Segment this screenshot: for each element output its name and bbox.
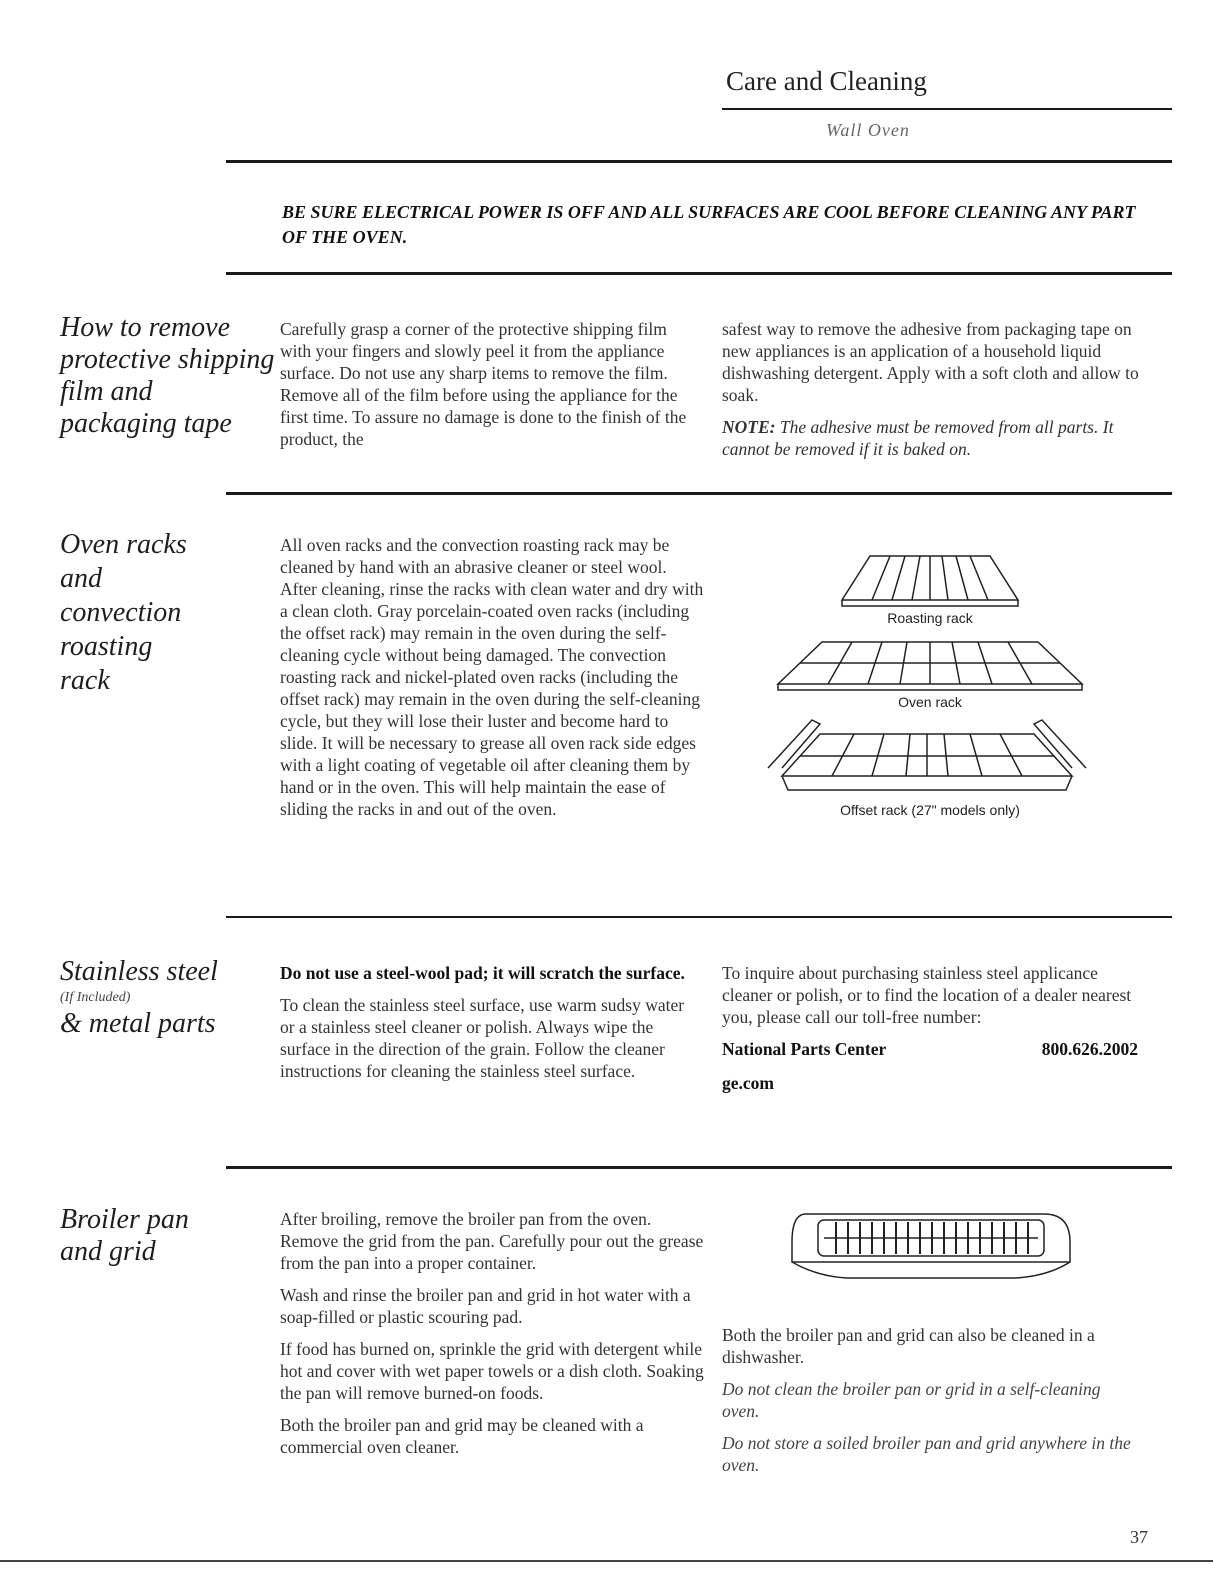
racks-title-line: rack [60,665,110,696]
broiler-col2 [722,1324,1142,1486]
racks-section-title [60,528,260,698]
film-col2 [722,318,1152,470]
roasting-rack-caption: Roasting rack [887,610,973,626]
stainless-body: To clean the stainless steel surface, use warm sudsy water or a stainless steel cleaner or polish. Always wipe the surface in the direction of the grain. Follow the cleaner instructions for cleaning the stainless steel surface. [280,995,685,1081]
broiler-title-line: Broiler pan [60,1204,189,1235]
racks-title-line: convection [60,597,182,628]
film-col2-text: safest way to remove the adhesive from packaging tape on new appliances is an application of a household liquid dishwashing detergent. Apply with a soft cloth and allow to soak. [722,319,1139,405]
page-bottom-rule [0,1560,1213,1562]
safety-warning: BE SURE ELECTRICAL POWER IS OFF AND ALL SURFACES ARE COOL BEFORE CLEANING ANY PART OF THE OVEN. [282,202,1136,247]
note-label: NOTE: [722,417,776,437]
film-title-line: How to remove [60,312,231,343]
section-divider [226,492,1172,495]
stainless-col2 [722,962,1138,1104]
broiler-col2-text: Both the broiler pan and grid can also be cleaned in a dishwasher. [722,1325,1095,1367]
film-note [722,416,1152,460]
contact-phone: 800.626.2002 [1041,1039,1138,1059]
broiler-p4: Both the broiler pan and grid may be cleaned with a commercial oven cleaner. [280,1415,644,1457]
stainless-col2-text: To inquire about purchasing stainless steel applicance cleaner or polish, or to find the location of a dealer nearest you, please call our toll-free number: [722,963,1132,1027]
section-divider [226,1166,1172,1169]
section-divider [226,272,1172,275]
roasting-rack-illustration [830,548,1030,610]
film-title-line: film and [60,376,153,407]
stainless-title-line: Stainless steel [60,956,218,987]
racks-body: All oven racks and the convection roasting rack may be cleaned by hand with an abrasive cleaner or steel wool. After cleaning, rinse the racks with clean water and dry with a clean cloth. Gray porcelain-coated oven racks (including the offset rack) may remain in the oven during the self-cleaning cycle without being damaged. The convection roasting rack and nickel-plated oven racks (including the offset rack) may remain in the oven during the self-cleaning cycle, but they will lose their luster and become hard to slide. It will be necessary to grease all oven rack side edges with a light coating of vegetable oil after cleaning them by hand or in the oven. This will help maintain the ease of sliding the racks in and out of the oven. [280,535,704,819]
film-col1: Carefully grasp a corner of the protective shipping film with your fingers and slowly peel it from the appliance surface. Do not use any sharp items to remove the film. Remove all of the film before using the appliance for the first time. To assure no damage is done to the finish of the product, the [280,319,687,449]
page-number: 37 [1130,1527,1148,1547]
broiler-col1 [280,1208,705,1468]
broiler-section-title [60,1204,260,1268]
oven-rack-illustration [772,636,1088,692]
section-divider [226,160,1172,163]
film-title-line: protective shipping [60,344,275,375]
page-subtitle: Wall Oven [826,120,910,140]
offset-rack-caption: Offset rack (27" models only) [840,802,1020,818]
broiler-italic-note: Do not store a soiled broiler pan and grid anywhere in the oven. [722,1433,1131,1475]
title-rule [722,108,1172,110]
film-title-line: packaging tape [60,408,232,439]
page-title: Care and Cleaning [726,66,927,96]
stainless-col1 [280,962,700,1092]
racks-title-line: Oven racks [60,529,187,560]
broiler-p2: Wash and rinse the broiler pan and grid in hot water with a soap-filled or plastic scouring pad. [280,1285,691,1327]
contact-name: National Parts Center [722,1039,887,1059]
broiler-title-line: and grid [60,1236,156,1267]
racks-title-line: and [60,563,102,594]
stainless-title-line: & metal parts [60,1008,216,1039]
stainless-section-title [60,956,280,1040]
offset-rack-illustration [762,716,1092,800]
website: ge.com [722,1073,774,1093]
oven-rack-caption: Oven rack [898,694,962,710]
stainless-title-note: (If Included) [60,990,131,1005]
contact-row [722,1038,1138,1060]
racks-title-line: roasting [60,631,153,662]
broiler-p1: After broiling, remove the broiler pan from the oven. Remove the grid from the pan. Carefully pour out the grease from the pan into a proper container. [280,1209,704,1273]
stainless-warning: Do not use a steel-wool pad; it will scratch the surface. [280,963,685,983]
broiler-p3: If food has burned on, sprinkle the grid with detergent while hot and cover with wet paper towels or a dish cloth. Soaking the pan will remove burned-on foods. [280,1339,704,1403]
section-divider [226,916,1172,918]
note-text: The adhesive must be removed from all parts. It cannot be removed if it is baked on. [722,417,1114,459]
film-section-title [60,312,280,440]
broiler-pan-illustration [786,1206,1076,1286]
broiler-italic-note: Do not clean the broiler pan or grid in a self-cleaning oven. [722,1379,1101,1421]
